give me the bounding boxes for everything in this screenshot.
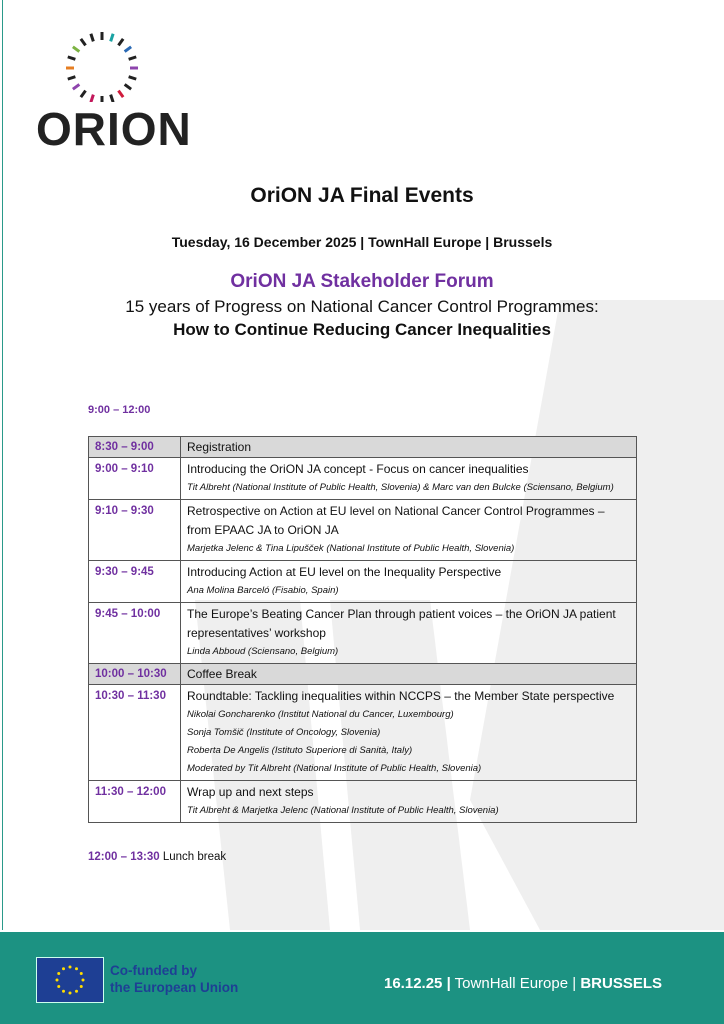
agenda-time: 8:30 – 9:00 xyxy=(89,437,181,458)
lunch-label: Lunch break xyxy=(162,851,227,863)
footer-sep: | xyxy=(446,975,451,992)
agenda-row xyxy=(89,437,637,458)
agenda-row xyxy=(89,603,637,664)
agenda-item xyxy=(181,500,637,561)
eu-flag-icon xyxy=(36,957,104,1003)
session-time: 9:00 – 12:00 xyxy=(88,404,151,416)
logo-ray xyxy=(125,47,131,52)
agenda-title: Introducing Action at EU level on the Inequality Perspective xyxy=(187,565,502,579)
cofund-line1: Co-funded by xyxy=(110,963,197,978)
logo-ray xyxy=(111,95,113,102)
agenda-time: 10:00 – 10:30 xyxy=(89,664,181,685)
agenda-row xyxy=(89,458,637,500)
logo-ray xyxy=(91,95,93,102)
footer-sep: | xyxy=(572,975,577,992)
agenda-row xyxy=(89,781,637,823)
logo-ray xyxy=(91,34,93,42)
agenda-speaker: Tit Albreht (National Institute of Public Health, Slovenia) & Marc van den Bulcke (Sciensano, Belgium) xyxy=(187,482,614,493)
orion-logo-text: ORION xyxy=(36,103,192,155)
subtitle-line2: How to Continue Reducing Cancer Inequalities xyxy=(173,320,551,339)
agenda-speaker: Tit Albreht & Marjetka Jelenc (National Institute of Public Health, Slovenia) xyxy=(187,805,499,816)
eu-star xyxy=(75,967,78,970)
agenda-table xyxy=(88,436,637,823)
cofund-line2: the European Union xyxy=(110,980,239,995)
agenda-item xyxy=(181,685,637,781)
logo-ray xyxy=(129,57,137,59)
agenda-time: 9:10 – 9:30 xyxy=(89,500,181,561)
logo-ray xyxy=(68,57,76,59)
eu-star xyxy=(62,967,65,970)
agenda-item xyxy=(181,437,637,458)
agenda-time: 9:45 – 10:00 xyxy=(89,603,181,664)
footer-venue: TownHall Europe xyxy=(454,975,569,992)
agenda-item xyxy=(181,664,637,685)
eu-star xyxy=(62,990,65,993)
lunch-time: 12:00 – 13:30 xyxy=(88,851,160,863)
logo-ray xyxy=(129,77,137,79)
agenda-title: Wrap up and next steps xyxy=(187,785,314,799)
logo-ray xyxy=(118,91,123,97)
agenda-speaker: Sonja Tomšič (Institute of Oncology, Slovenia) xyxy=(187,727,381,738)
agenda-time: 9:30 – 9:45 xyxy=(89,561,181,603)
event-dateline: Tuesday, 16 December 2025 | TownHall Europe | Brussels xyxy=(171,234,553,250)
footer-city: BRUSSELS xyxy=(580,975,663,992)
agenda-item xyxy=(181,561,637,603)
agenda-item xyxy=(181,603,637,664)
subtitle-line1: 15 years of Progress on National Cancer Control Programmes: xyxy=(125,297,599,316)
footer-date: 16.12.25 xyxy=(384,975,443,992)
agenda-speaker: Roberta De Angelis (Istituto Superiore di Sanità, Italy) xyxy=(187,745,413,756)
agenda-item xyxy=(181,458,637,500)
agenda-speaker: Ana Molina Barceló (Fisabio, Spain) xyxy=(187,585,339,596)
eu-star xyxy=(80,985,83,988)
eu-star xyxy=(80,972,83,975)
logo-ray xyxy=(81,39,86,45)
logo-ray xyxy=(68,77,76,79)
agenda-title: Registration xyxy=(187,440,252,454)
eu-star xyxy=(57,985,60,988)
eu-star xyxy=(69,966,72,969)
agenda-row xyxy=(89,561,637,603)
agenda-title: The Europe’s Beating Cancer Plan through patient voices – the OriON JA patient representatives’ workshop xyxy=(187,607,616,640)
agenda-speaker: Marjetka Jelenc & Tina Lipušček (National Institute of Public Health, Slovenia) xyxy=(187,543,515,554)
footer-event-info xyxy=(384,975,662,992)
agenda-row xyxy=(89,685,637,781)
agenda-row xyxy=(89,664,637,685)
eu-star xyxy=(69,992,72,995)
agenda-row xyxy=(89,500,637,561)
agenda-time: 11:30 – 12:00 xyxy=(89,781,181,823)
forum-title: OriON JA Stakeholder Forum xyxy=(230,271,494,292)
cofunded-text xyxy=(110,962,238,996)
agenda-title: Retrospective on Action at EU level on National Cancer Control Programmes – from EPAAC JA to OriON JA xyxy=(187,504,605,537)
agenda-speaker: Linda Abboud (Sciensano, Belgium) xyxy=(187,646,339,657)
agenda-title: Roundtable: Tackling inequalities within NCCPS – the Member State perspective xyxy=(187,689,615,703)
logo-ray xyxy=(111,34,113,42)
agenda-speaker: Nikolai Goncharenko (Institut National du Cancer, Luxembourg) xyxy=(187,709,454,720)
logo-ray xyxy=(73,84,79,89)
agenda-item xyxy=(181,781,637,823)
logo-ray xyxy=(118,39,123,45)
page-title: OriON JA Final Events xyxy=(250,184,474,207)
agenda-speaker: Moderated by Tit Albreht (National Institute of Public Health, Slovenia) xyxy=(187,763,482,774)
lunch-break xyxy=(88,851,226,863)
agenda-title: Coffee Break xyxy=(187,667,257,681)
eu-star xyxy=(82,979,85,982)
agenda-time: 10:30 – 11:30 xyxy=(89,685,181,781)
eu-star xyxy=(75,990,78,993)
agenda-time: 9:00 – 9:10 xyxy=(89,458,181,500)
eu-star xyxy=(57,972,60,975)
agenda-title: Introducing the OriON JA concept - Focus on cancer inequalities xyxy=(187,462,529,476)
eu-star xyxy=(56,979,59,982)
logo-ray xyxy=(81,91,86,97)
logo-ray xyxy=(73,47,79,52)
logo-ray xyxy=(125,84,131,89)
